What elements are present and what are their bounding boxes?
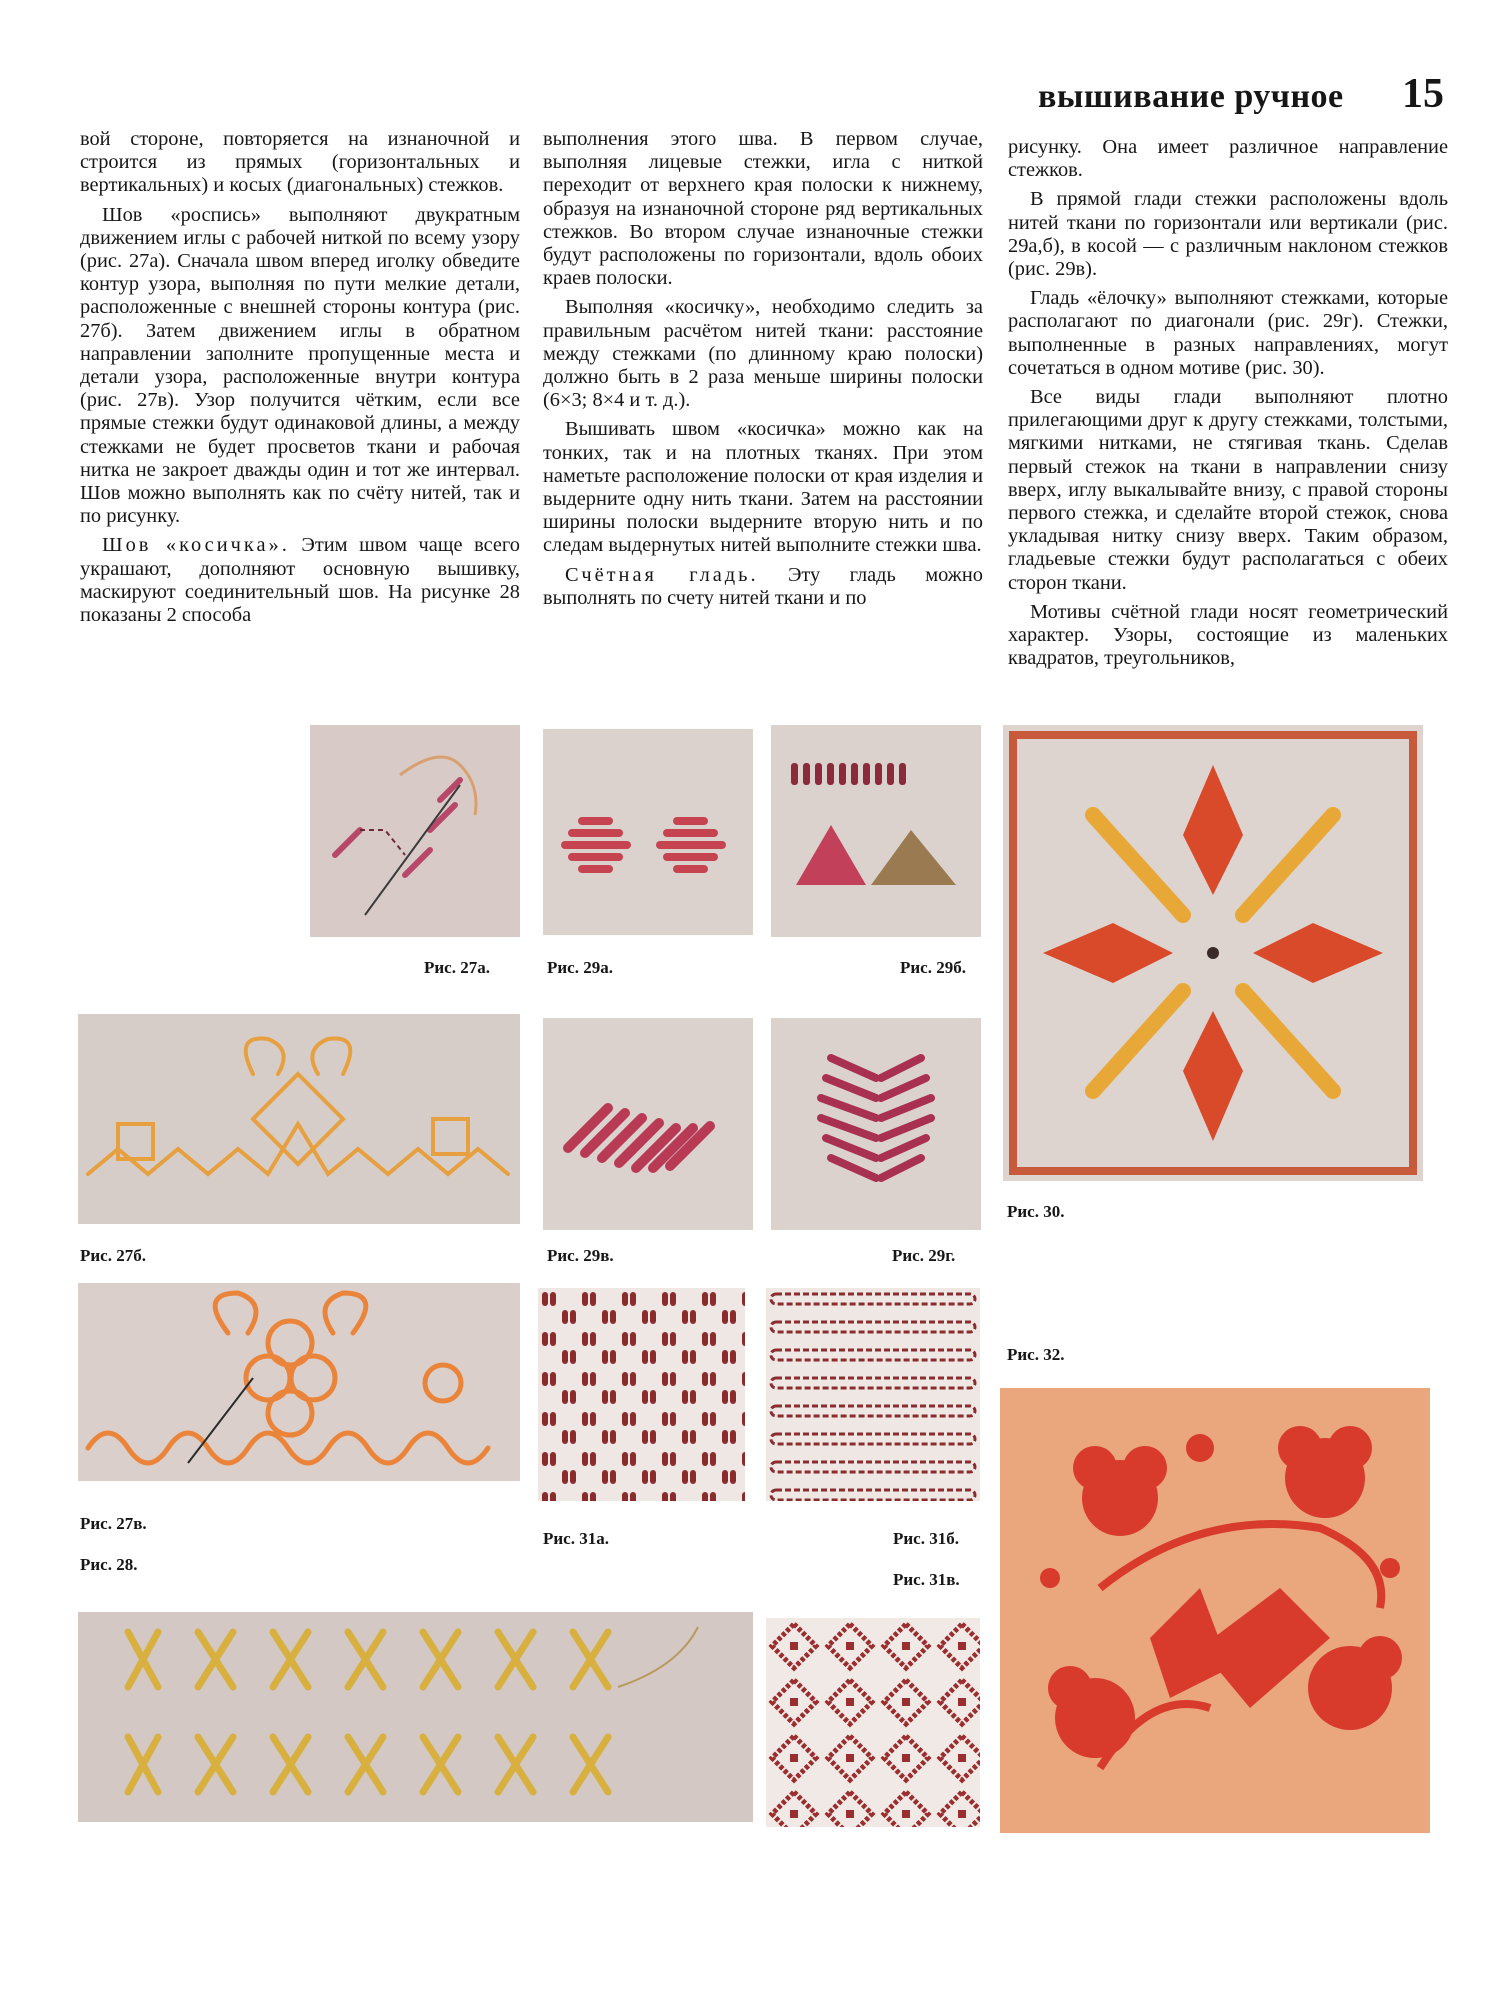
paragraph: Вышивать швом «косичка» можно как на тонких, так и на плотных тканях. При этом наметьте расположение полоски от края изделия и выдерните одну нить ткани. Затем на расстоянии ширины полоски выдерните вторую нить и по следам выдернутых нитей выполните стежки шва. (543, 418, 983, 557)
figure-29a-photo (543, 729, 753, 935)
paragraph: Все виды глади выполняют плотно прилегающими друг к другу стежками, толстыми, мягкими нитками, не стягивая ткань. Сделав первый стежок на ткани в направлении снизу вверх, иглу выкалывайте внизу, с правой стороны первого стежка, и сделайте второй стежок, снова укладывая нитку снизу вверх. Таким образом, гладьевые стежки будут располагаться с обеих сторон ткани. (1008, 386, 1448, 594)
figure-27v-photo (78, 1283, 520, 1481)
figure-30-photo (1003, 725, 1423, 1181)
paragraph: Гладь «ёлочку» выполняют стежками, которые располагают по диагонали (рис. 29г). Стежки, выполненные в разных направлениях, могут сочетаться в одном мотиве (рис. 30). (1008, 287, 1448, 379)
text-column-1 (80, 128, 520, 633)
page-number: 15 (1402, 71, 1444, 117)
paragraph: вой стороне, повторяется на изнаночной и строится из прямых (горизонтальных и вертикальных) и косых (диагональных) стежков. (80, 128, 520, 197)
caption-fig-30: Рис. 30. (1007, 1202, 1065, 1221)
paragraph (543, 564, 983, 610)
figure-29v-photo (543, 1018, 753, 1230)
caption-fig-29v: Рис. 29в. (547, 1246, 614, 1265)
caption-fig-27v: Рис. 27в. (80, 1514, 147, 1533)
paragraph-text: Этим швом чаще всего украшают, дополняют основную вышивку, маскируют соединительный шов. На рисунке 28 показаны 2 способа (80, 534, 520, 627)
figure-27b-photo (78, 1014, 520, 1224)
paragraph: Выполняя «косичку», необходимо следить за правильным расчётом нитей ткани: расстояние между стежками (по длинному краю полоски) должно быть в 2 раза меньше ширины полоски (6×3; 8×4 и т. д.). (543, 296, 983, 412)
caption-fig-31b: Рис. 31б. (893, 1529, 959, 1548)
paragraph: рисунку. Она имеет различное направление стежков. (1008, 136, 1448, 182)
caption-fig-28: Рис. 28. (80, 1555, 138, 1574)
caption-fig-29g: Рис. 29г. (892, 1246, 956, 1265)
paragraph (80, 534, 520, 627)
section-title: вышивание ручное (1038, 78, 1344, 115)
figure-28-photo (78, 1612, 753, 1822)
figure-29b-photo (771, 725, 981, 937)
figure-31a-photo (538, 1288, 745, 1501)
caption-fig-29a: Рис. 29а. (547, 958, 613, 977)
paragraph: Шов «роспись» выполняют двукратным движением иглы с рабочей ниткой по всему узору (рис. 27а). Сначала швом вперед иголку обведите контур узора, выполняя по пути мелкие детали, расположенные с внешней стороны контура (рис. 27б). Затем движением иглы в обратном направлении заполните пропущенные места и детали узора, расположенные внутри контура (рис. 27в). Узор получится чётким, если все прямые стежки будут одинаковой длины, а между стежками не будет просветов ткани и рабочая нитка не закроет дважды один и тот же интервал. Шов можно выполнять как по счёту нитей, так и по рисунку. (80, 203, 520, 528)
paragraph: В прямой глади стежки расположены вдоль нитей ткани по горизонтали или вертикали (рис. 29а,б), в косой — с различным наклоном стежков (рис. 29в). (1008, 188, 1448, 281)
paragraph: выполнения этого шва. В первом случае, выполняя лицевые стежки, игла с ниткой переходит от верхнего края полоски к нижнему, образуя на изнаночной стороне ряд вертикальных стежков. Во втором случае изнаночные стежки будут расположены по горизонтали, вдоль обоих краев полоски. (543, 128, 983, 290)
caption-fig-27a: Рис. 27а. (424, 958, 490, 977)
caption-fig-31v: Рис. 31в. (893, 1570, 960, 1589)
figure-31v-photo (766, 1618, 980, 1827)
caption-fig-31a: Рис. 31а. (543, 1529, 609, 1548)
figure-27a-photo (310, 725, 520, 937)
text-column-3 (1008, 136, 1448, 676)
figure-29g-photo (771, 1018, 981, 1230)
caption-fig-32: Рис. 32. (1007, 1345, 1065, 1364)
text-column-2 (543, 128, 983, 616)
term-schetnaya-glad: Счётная гладь. (565, 563, 759, 586)
paragraph-text: Эту гладь можно выполнять по счету нитей ткани и по (543, 563, 983, 609)
figure-32-photo (1000, 1388, 1430, 1833)
caption-fig-29b: Рис. 29б. (900, 958, 966, 977)
term-kosichka: Шов «косичка». (102, 534, 290, 557)
figure-31b-photo (766, 1288, 980, 1501)
paragraph: Мотивы счётной глади носят геометрический характер. Узоры, состоящие из маленьких квадратов, треугольников, (1008, 600, 1448, 670)
caption-fig-27b: Рис. 27б. (80, 1246, 146, 1265)
